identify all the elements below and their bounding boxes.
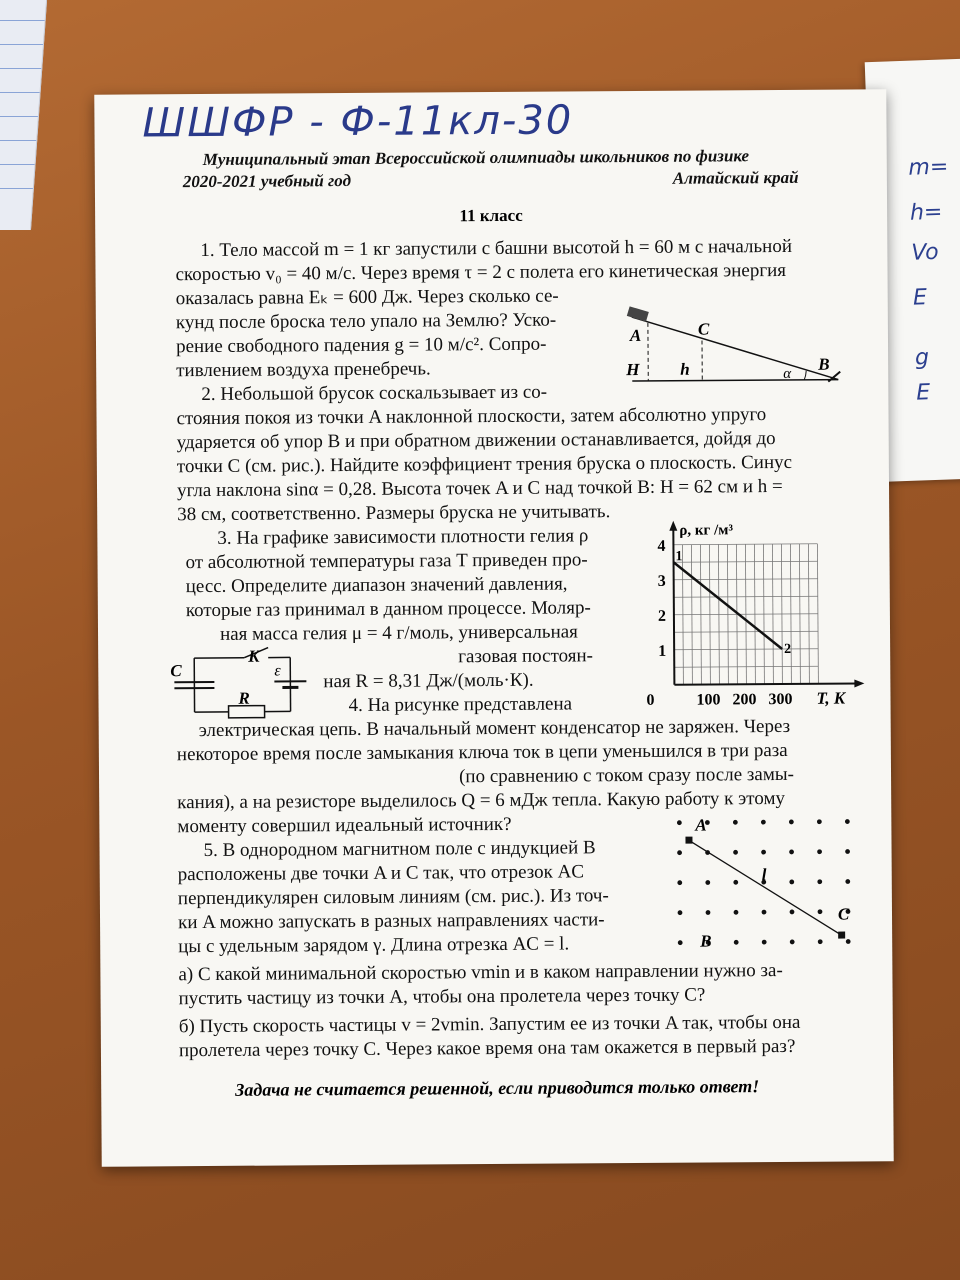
grid-line bbox=[674, 596, 818, 597]
grid-line bbox=[674, 614, 818, 615]
field-dot bbox=[817, 849, 822, 854]
problem-1-line: скоростью v₀ = 40 м/с. Через время τ = 2 с полета его кинетическая энергия bbox=[175, 259, 787, 286]
field-dot bbox=[706, 910, 711, 915]
problem-5-line: ки A можно запускать в разных направлениях части- bbox=[177, 909, 605, 934]
problem-5-line: расположены две точки A и C так, что отрезок AC bbox=[177, 861, 585, 886]
field-dot bbox=[733, 880, 738, 885]
side-note: Vo bbox=[910, 239, 940, 266]
label-l: l bbox=[761, 865, 767, 885]
problem-4-line: электрическая цепь. В начальный момент конденсатор не заряжен. Через bbox=[198, 715, 791, 742]
x-tick-label: 300 bbox=[768, 690, 793, 709]
field-dot bbox=[818, 939, 823, 944]
x-tick-label: 200 bbox=[732, 691, 757, 709]
field-dot bbox=[678, 910, 683, 915]
y-tick-label: 2 bbox=[657, 607, 666, 625]
grid-line bbox=[674, 649, 818, 650]
problem-5b-line: б) Пусть скорость частицы v = 2vmin. Запустим ее из точки A так, чтобы она bbox=[178, 1011, 801, 1038]
side-note: m= bbox=[907, 154, 949, 181]
label-C: C bbox=[170, 661, 182, 681]
y-tick-label: 4 bbox=[657, 537, 666, 555]
handwritten-code: ШШФР - Ф-11кл-30 bbox=[142, 97, 574, 147]
field-dot bbox=[762, 940, 767, 945]
point-label: 2 bbox=[784, 641, 792, 657]
y-axis-label: ρ, кг /м³ bbox=[679, 522, 734, 539]
problem-3-line: 3. На графике зависимости плотности гелия ρ bbox=[217, 525, 589, 549]
header-title: Муниципальный этап Всероссийской олимпиады школьников по физике bbox=[202, 146, 750, 170]
magnetic-field-figure bbox=[665, 809, 866, 960]
y-tick-label: 1 bbox=[658, 642, 667, 660]
problem-4-line: кания), а на резисторе выделилось Q = 6 мДж тепла. Какую работу к этому bbox=[177, 787, 786, 814]
side-note: E bbox=[912, 285, 928, 311]
field-dot bbox=[705, 880, 710, 885]
side-note: h= bbox=[909, 199, 943, 226]
y-axis bbox=[673, 527, 674, 685]
problem-4-line: 4. На рисунке представлена bbox=[348, 693, 573, 717]
label-A: A bbox=[695, 815, 707, 835]
field-dot bbox=[817, 819, 822, 824]
problem-3-line: цесс. Определите диапазон значений давления, bbox=[185, 573, 568, 598]
label-h: h bbox=[680, 359, 690, 379]
problem-2-line: стояния покоя из точки A наклонной плоскости, затем абсолютно упруго bbox=[176, 404, 767, 430]
problem-1-line: тивлением воздуха пренебречь. bbox=[176, 358, 431, 382]
field-dot bbox=[790, 910, 795, 915]
header-region: Алтайский край bbox=[672, 167, 799, 188]
field-dot bbox=[734, 940, 739, 945]
problem-4-line: некоторое время после замыкания ключа ток в цепи уменьшился в три раза bbox=[176, 739, 788, 766]
grade-title: 11 класс bbox=[459, 205, 523, 226]
problem-5b-line: пролетела через точку C. Через какое время она там окажется в первый раз? bbox=[178, 1035, 796, 1062]
label-R: R bbox=[238, 688, 250, 708]
density-chart bbox=[633, 517, 870, 709]
problem-1-line: рение свободного падения g = 10 м/с². Сопро- bbox=[175, 333, 547, 358]
problem-2-line: точки C (см. рис.). Найдите коэффициент трения бруска о плоскость. Синус bbox=[176, 451, 793, 478]
problem-1-line: кунд после броска тело упало на Землю? Уско- bbox=[175, 309, 557, 334]
field-dot bbox=[677, 850, 682, 855]
field-dot bbox=[762, 910, 767, 915]
field-dot bbox=[817, 879, 822, 884]
grid-line bbox=[674, 561, 818, 562]
label-H: H bbox=[626, 359, 640, 380]
field-dot bbox=[677, 820, 682, 825]
label-eps: ε bbox=[274, 662, 281, 680]
field-dot bbox=[846, 939, 851, 944]
problem-2-line: 2. Небольшой брусок соскальзывает из со- bbox=[201, 381, 548, 406]
header-year: 2020-2021 учебный год bbox=[182, 170, 352, 192]
problem-3-line: газовая постоян- bbox=[458, 645, 594, 668]
problem-4-line: моменту совершил идеальный источник? bbox=[177, 813, 512, 838]
field-dot bbox=[733, 850, 738, 855]
footer-note: Задача не считается решенной, если приводится только ответ! bbox=[235, 1076, 760, 1100]
field-dot bbox=[790, 940, 795, 945]
label-B: B bbox=[818, 354, 830, 374]
incline-slope bbox=[632, 316, 838, 381]
problem-3-line: которые газ принимал в данном процессе. Моляр- bbox=[185, 597, 591, 622]
problem-1-line: 1. Тело массой m = 1 кг запустили с башни высотой h = 60 м с начальной bbox=[200, 235, 793, 262]
field-dot bbox=[733, 820, 738, 825]
label-K: K bbox=[248, 646, 260, 666]
grid-line bbox=[674, 631, 818, 632]
field-dot bbox=[845, 819, 850, 824]
problem-3-line: от абсолютной температуры газа T приведен про- bbox=[185, 549, 588, 574]
y-axis-arrow bbox=[669, 521, 677, 531]
problem-3-line: ная R = 8,31 Дж/(моль·К). bbox=[323, 669, 534, 693]
point-A bbox=[685, 837, 692, 844]
origin-label: 0 bbox=[646, 691, 655, 709]
y-tick-label: 3 bbox=[657, 572, 666, 590]
side-note: E bbox=[915, 380, 931, 406]
problem-5-line: 5. В однородном магнитном поле с индукцией B bbox=[203, 837, 596, 862]
label-alpha: α bbox=[783, 365, 792, 382]
x-tick-label: 100 bbox=[696, 691, 721, 709]
incline-base bbox=[632, 380, 838, 381]
point-C bbox=[838, 932, 845, 939]
field-dot bbox=[845, 849, 850, 854]
problem-4-line: (по сравнению с током сразу после замы- bbox=[458, 763, 795, 788]
label-C: C bbox=[837, 904, 850, 924]
label-C: C bbox=[697, 319, 710, 339]
problem-2-line: ударяется об упор B и при обратном движении останавливается, дойдя до bbox=[176, 428, 776, 454]
field-dot bbox=[845, 879, 850, 884]
circuit-figure bbox=[164, 645, 375, 726]
point-label: 1 bbox=[675, 549, 683, 565]
chart-grid bbox=[673, 544, 818, 685]
field-dot bbox=[761, 850, 766, 855]
x-axis-arrow bbox=[854, 679, 864, 687]
side-note: g bbox=[914, 345, 930, 371]
incline-figure bbox=[618, 302, 849, 390]
problem-3-line: ная масса гелия μ = 4 г/моль, универсальная bbox=[219, 621, 578, 645]
label-A: A bbox=[629, 325, 642, 346]
problem-5a-line: а) С какой минимальной скоростью vmin и в каком направлении нужно за- bbox=[178, 959, 783, 986]
problem-5-line: цы с удельным зарядом γ. Длина отрезка AC = l. bbox=[178, 933, 570, 958]
x-axis-label: T, K bbox=[816, 688, 846, 708]
grid-line bbox=[673, 544, 817, 545]
problem-1-line: оказалась равна Eₖ = 600 Дж. Через сколько се- bbox=[175, 285, 559, 310]
chart-series bbox=[673, 548, 791, 657]
field-dot bbox=[789, 850, 794, 855]
field-dot bbox=[678, 940, 683, 945]
grid-line bbox=[674, 666, 818, 667]
problem-2-line: 38 см, соответственно. Размеры бруска не учитывать. bbox=[177, 501, 611, 526]
problem-2-line: угла наклона sinα = 0,28. Высота точек A и C над точкой B: H = 62 см и h = bbox=[176, 475, 783, 502]
field-dot bbox=[789, 820, 794, 825]
segment-AC bbox=[689, 840, 842, 937]
label-B: B⃗ bbox=[700, 931, 725, 951]
field-dot bbox=[761, 820, 766, 825]
field-dot bbox=[818, 909, 823, 914]
problem-5a-line: пустить частицу из точки A, чтобы она пролетела через точку C? bbox=[178, 984, 706, 1010]
problem-5-line: перпендикулярен силовым линиям (см. рис.). Из точ- bbox=[177, 885, 609, 910]
angle-arc bbox=[804, 371, 806, 380]
x-axis bbox=[674, 683, 858, 684]
field-dot bbox=[734, 910, 739, 915]
olympiad-sheet bbox=[94, 89, 893, 1167]
field-dot bbox=[677, 880, 682, 885]
field-dot bbox=[789, 880, 794, 885]
